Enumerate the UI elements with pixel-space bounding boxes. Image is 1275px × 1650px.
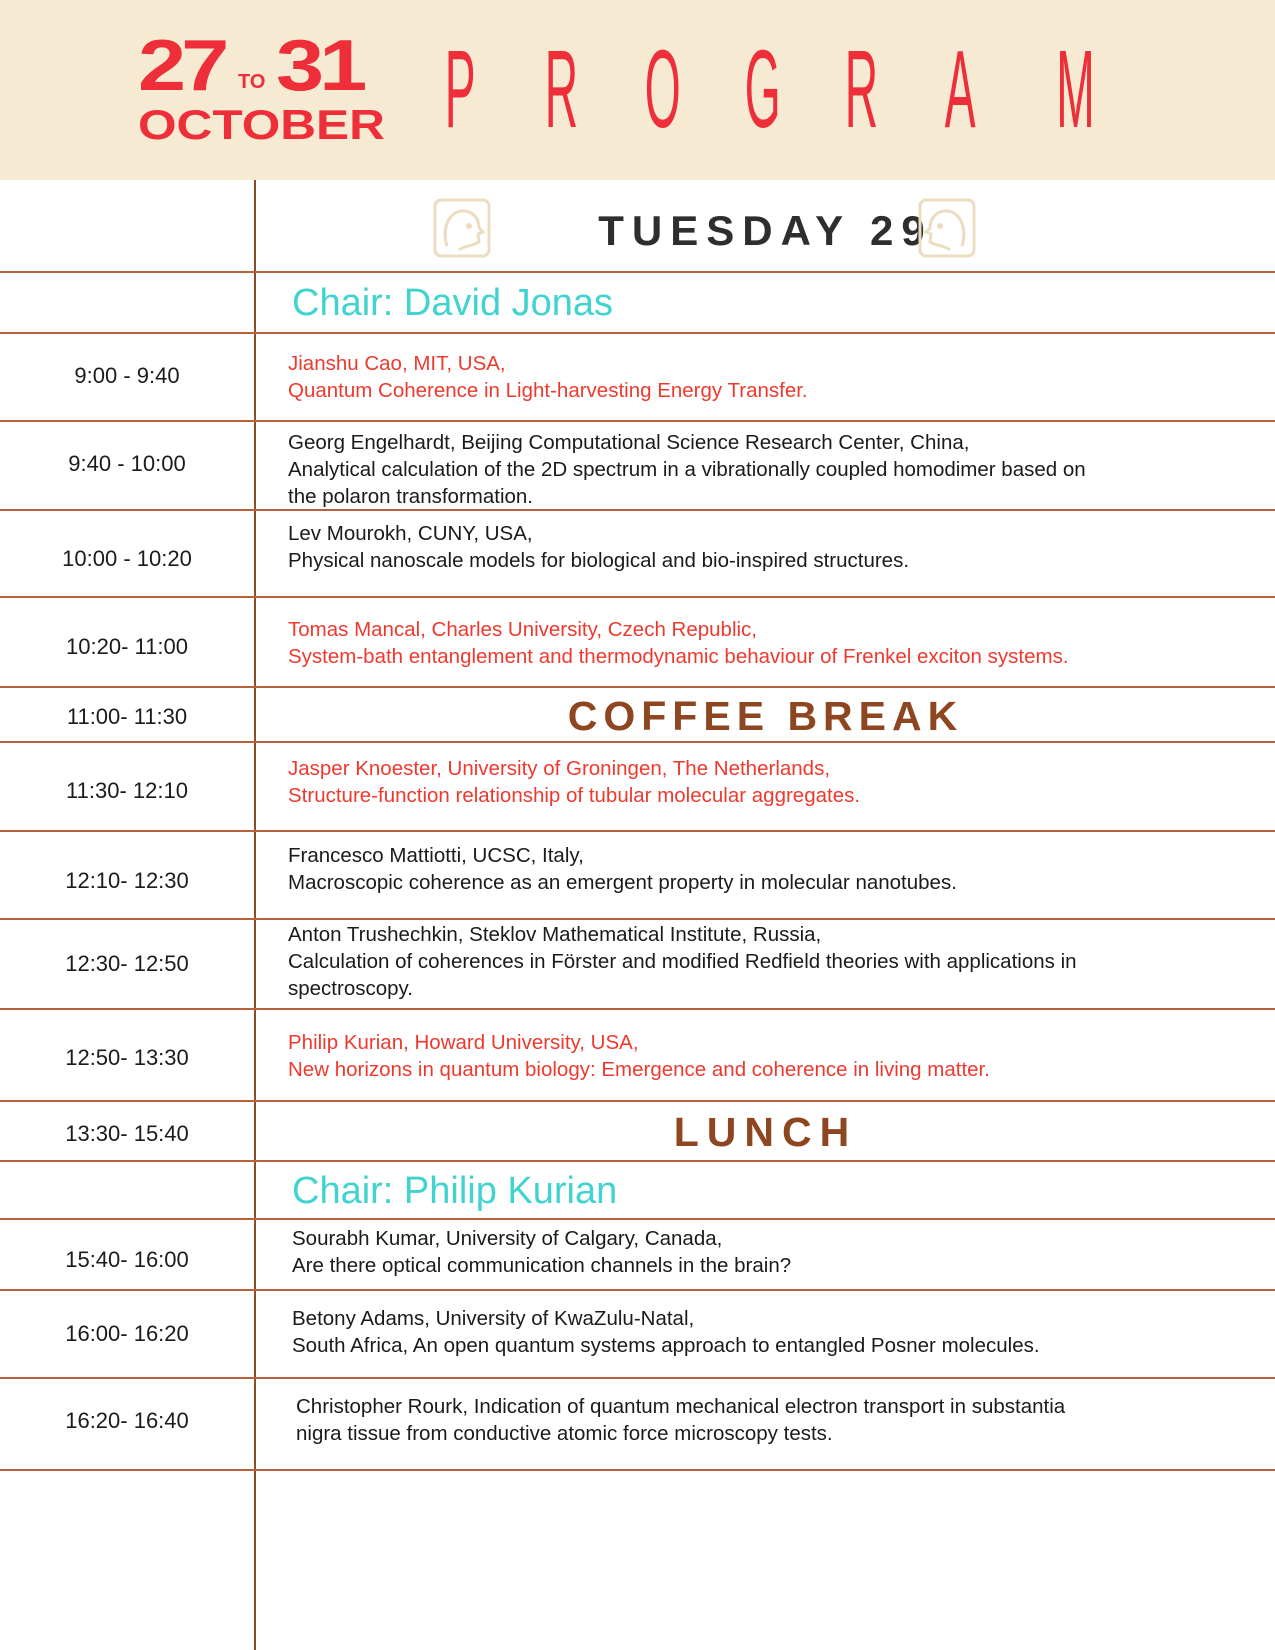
row-divider — [0, 1289, 1275, 1291]
talk-speaker: Jianshu Cao, MIT, USA, — [288, 352, 506, 375]
logo-month: OCTOBER — [138, 101, 385, 148]
time-slot: 10:00 - 10:20 — [62, 546, 192, 571]
coffee-break-label: COFFEE BREAK — [567, 693, 964, 739]
talk-title: Are there optical communication channels in the brain? — [292, 1254, 792, 1277]
time-slot: 9:00 - 9:40 — [74, 363, 180, 388]
time-slot: 11:00- 11:30 — [66, 704, 188, 729]
row-divider — [0, 830, 1275, 832]
talk-title: South Africa, An open quantum systems approach to entangled Posner molecules. — [292, 1334, 1040, 1357]
talk-entry — [288, 350, 1248, 404]
mayan-head-right-icon — [918, 198, 976, 258]
time-slot: 11:30- 12:10 — [66, 778, 188, 803]
talk-title: Christopher Rourk, Indication of quantum mechanical electron transport in substantia — [296, 1395, 1066, 1418]
talk-entry — [288, 921, 1248, 1002]
row-divider — [0, 596, 1275, 598]
row-divider — [0, 1218, 1275, 1220]
time-slot: 15:40- 16:00 — [65, 1247, 189, 1272]
talk-title-cont: the polaron transformation. — [288, 485, 533, 508]
talk-speaker: Philip Kurian, Howard University, USA, — [288, 1031, 639, 1054]
logo-day-start: 27 — [138, 26, 225, 106]
chair-label: Chair: David Jonas — [292, 282, 614, 324]
program-letter: G — [744, 28, 781, 151]
day-title: TUESDAY 29 — [598, 207, 933, 254]
time-slot: 10:20- 11:00 — [66, 634, 188, 659]
talk-title: Physical nanoscale models for biological and bio-inspired structures. — [288, 549, 910, 572]
row-divider — [0, 686, 1275, 688]
talk-speaker: Anton Trushechkin, Steklov Mathematical Institute, Russia, — [288, 923, 822, 946]
time-slot: 12:50- 13:30 — [65, 1045, 189, 1070]
talk-entry — [288, 616, 1248, 670]
lunch-label: LUNCH — [673, 1109, 858, 1155]
row-divider — [0, 332, 1275, 334]
talk-title: Quantum Coherence in Light-harvesting Energy Transfer. — [288, 379, 808, 402]
talk-entry — [288, 755, 1248, 809]
talk-title: New horizons in quantum biology: Emergence and coherence in living matter. — [288, 1058, 990, 1081]
time-slot: 12:30- 12:50 — [65, 951, 189, 976]
time-slot: 12:10- 12:30 — [65, 868, 189, 893]
row-divider — [0, 1100, 1275, 1102]
talk-speaker: Francesco Mattiotti, UCSC, Italy, — [288, 844, 584, 867]
row-divider — [0, 271, 1275, 273]
date-logo — [138, 26, 385, 148]
talk-title-cont: nigra tissue from conductive atomic force microscopy tests. — [296, 1422, 833, 1445]
talk-entry — [292, 1305, 1252, 1359]
row-divider — [0, 1469, 1275, 1471]
talk-title: Calculation of coherences in Förster and modified Redfield theories with applications in — [288, 950, 1077, 973]
talk-title: Structure-function relationship of tubular molecular aggregates. — [288, 784, 861, 807]
chair-label: Chair: Philip Kurian — [292, 1170, 618, 1212]
logo-day-end: 31 — [276, 26, 363, 106]
time-slot: 16:20- 16:40 — [65, 1408, 189, 1433]
row-divider — [0, 420, 1275, 422]
talk-title-cont: spectroscopy. — [288, 977, 413, 1000]
row-divider — [0, 1008, 1275, 1010]
talk-speaker: Tomas Mancal, Charles University, Czech Republic, — [288, 618, 758, 641]
program-letter: R — [844, 28, 879, 151]
program-letter: O — [644, 28, 681, 151]
time-slot: 9:40 - 10:00 — [68, 451, 186, 476]
time-slot: 13:30- 15:40 — [65, 1121, 189, 1146]
column-divider — [254, 180, 256, 1650]
program-letter: R — [544, 28, 579, 151]
program-letter: A — [944, 28, 976, 151]
header-banner — [0, 0, 1275, 180]
logo-to: TO — [238, 71, 266, 93]
talk-entry — [288, 1029, 1248, 1083]
talk-speaker: Georg Engelhardt, Beijing Computational Science Research Center, China, — [288, 431, 970, 454]
talk-speaker: Betony Adams, University of KwaZulu-Natal, — [292, 1307, 695, 1330]
talk-title: Macroscopic coherence as an emergent property in molecular nanotubes. — [288, 871, 957, 894]
row-divider — [0, 1160, 1275, 1162]
talk-entry — [288, 429, 1248, 510]
talk-speaker: Jasper Knoester, University of Groningen, The Netherlands, — [288, 757, 831, 780]
program-letter: P — [444, 28, 476, 151]
talk-entry — [288, 520, 1248, 574]
talk-speaker: Lev Mourokh, CUNY, USA, — [288, 522, 533, 545]
talk-title: Analytical calculation of the 2D spectrum in a vibrationally coupled homodimer based on — [288, 458, 1086, 481]
time-slot: 16:00- 16:20 — [65, 1321, 189, 1346]
talk-speaker: Sourabh Kumar, University of Calgary, Canada, — [292, 1227, 723, 1250]
row-divider — [0, 918, 1275, 920]
talk-entry — [296, 1393, 1256, 1447]
talk-title: System-bath entanglement and thermodynamic behaviour of Frenkel exciton systems. — [288, 645, 1069, 668]
program-letter: M — [1056, 28, 1095, 151]
talk-entry — [292, 1225, 1252, 1279]
row-divider — [0, 741, 1275, 743]
row-divider — [0, 1377, 1275, 1379]
talk-entry — [288, 842, 1248, 896]
